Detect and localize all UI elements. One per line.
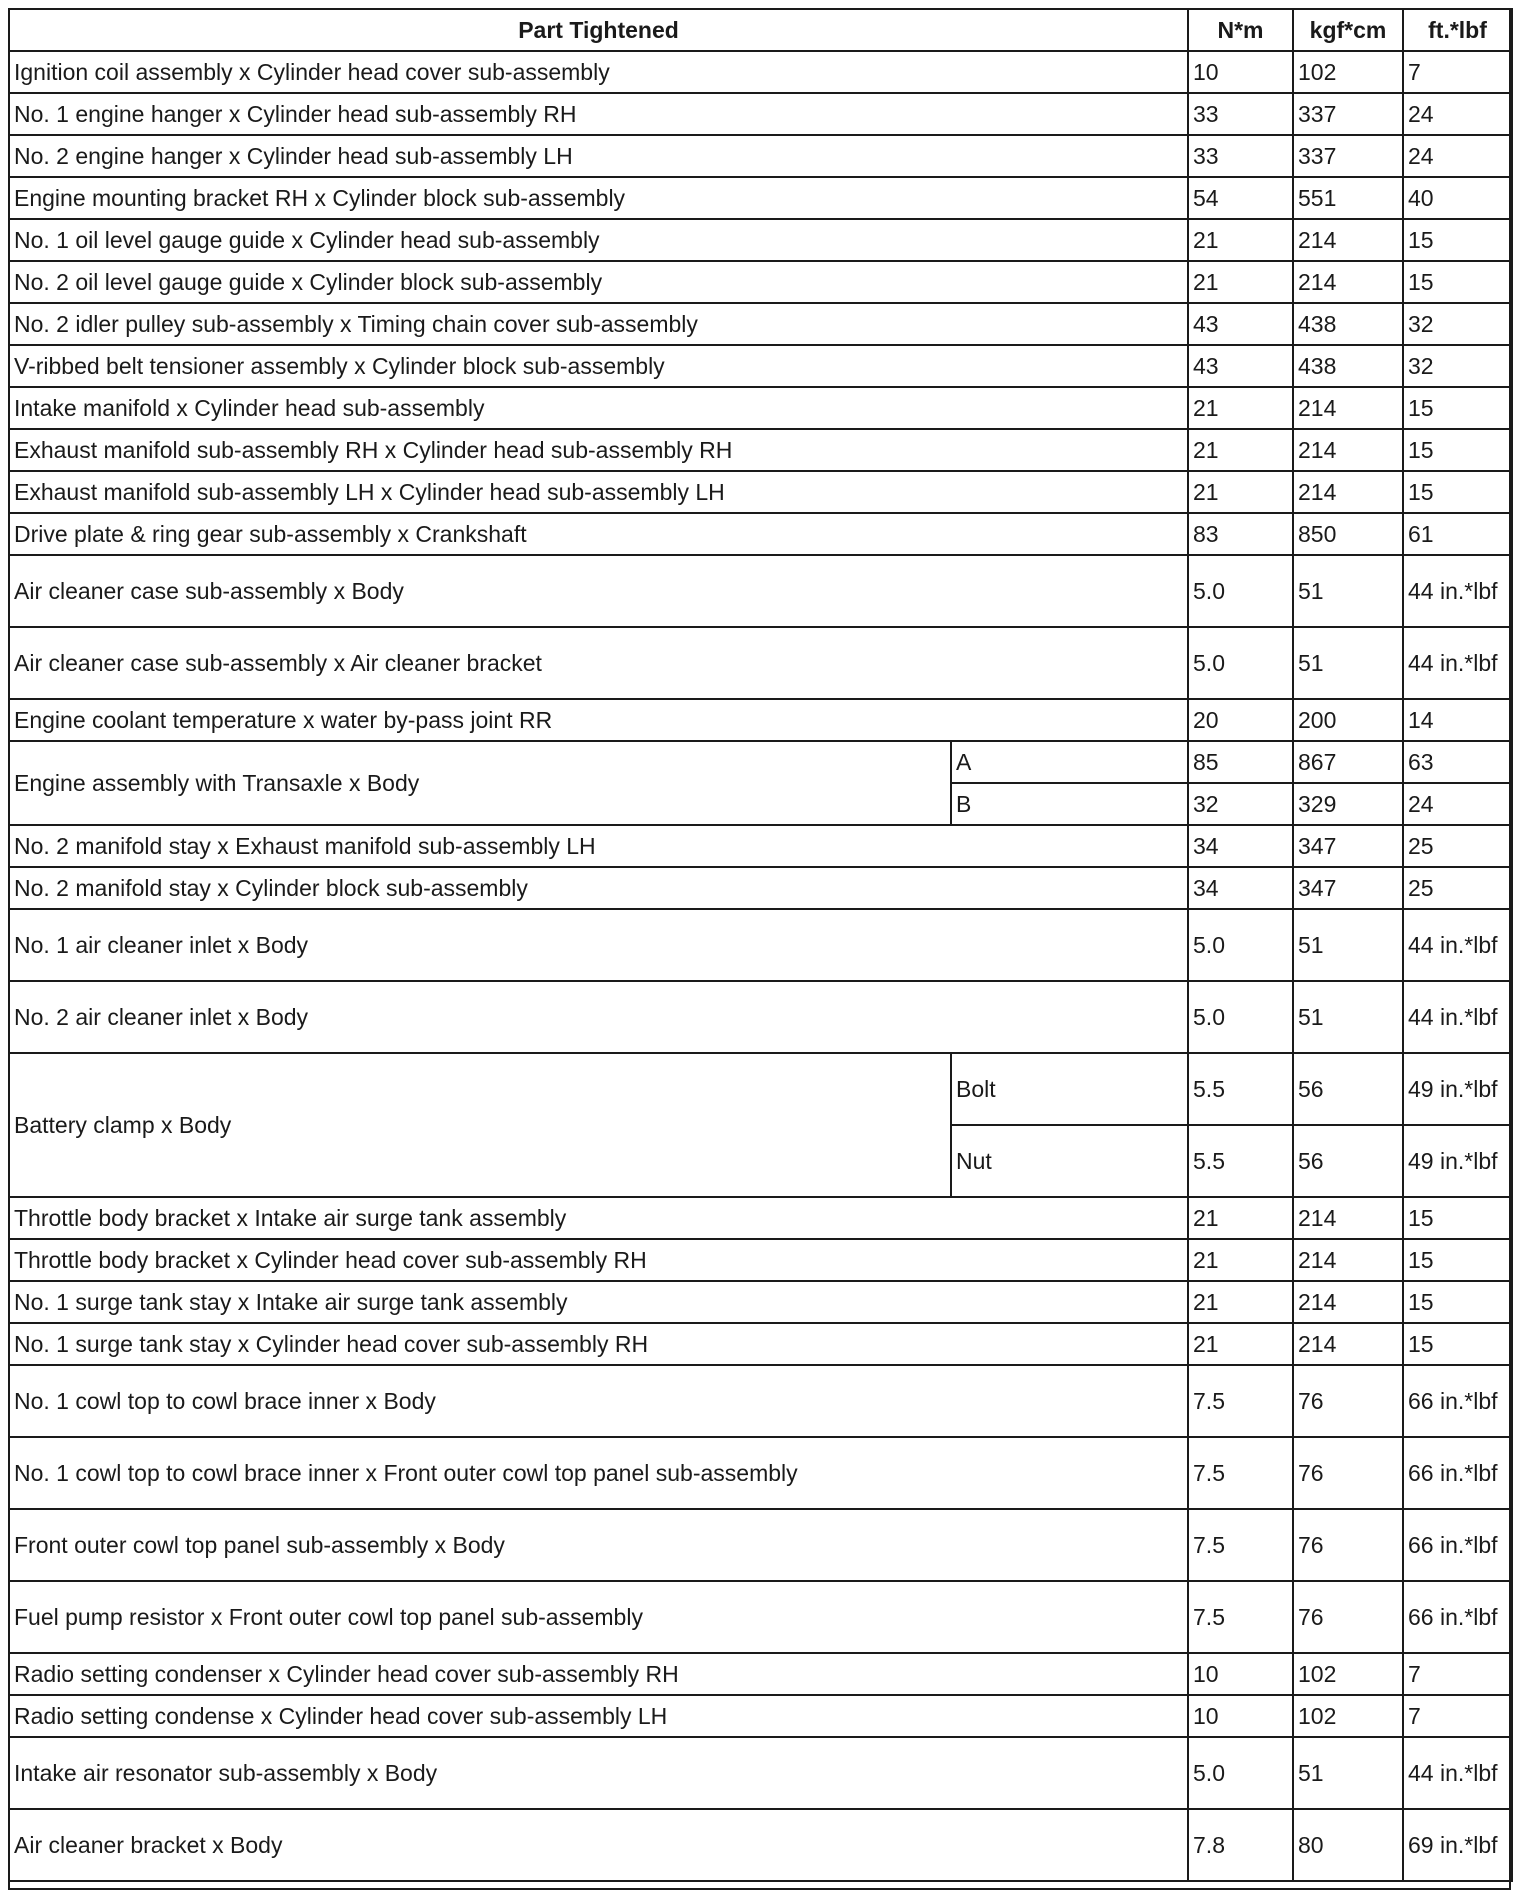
kgfcm-cell: 551 [1293, 177, 1403, 219]
ftlbf-cell: 24 [1403, 93, 1512, 135]
part-cell: Intake manifold x Cylinder head sub-assembly [9, 387, 1188, 429]
kgfcm-cell: 51 [1293, 909, 1403, 981]
ftlbf-cell: 69 in.*lbf [1403, 1809, 1512, 1881]
ftlbf-cell: 66 in.*lbf [1403, 1509, 1512, 1581]
ftlbf-cell: 49 in.*lbf [1403, 1125, 1512, 1197]
table-row [9, 981, 1512, 1053]
part-cell: No. 1 air cleaner inlet x Body [9, 909, 1188, 981]
nm-cell: 5.5 [1188, 1125, 1293, 1197]
table-row [9, 1653, 1512, 1695]
ftlbf-cell: 15 [1403, 261, 1512, 303]
kgfcm-cell: 438 [1293, 303, 1403, 345]
part-cell: No. 2 engine hanger x Cylinder head sub-assembly LH [9, 135, 1188, 177]
part-cell: No. 2 manifold stay x Exhaust manifold sub-assembly LH [9, 825, 1188, 867]
ftlbf-cell: 14 [1403, 699, 1512, 741]
nm-cell: 7.8 [1188, 1809, 1293, 1881]
header-nm: N*m [1188, 9, 1293, 51]
ftlbf-cell: 32 [1403, 303, 1512, 345]
ftlbf-cell: 32 [1403, 345, 1512, 387]
ftlbf-cell: 15 [1403, 1239, 1512, 1281]
kgfcm-cell: 329 [1293, 783, 1403, 825]
kgfcm-cell: 80 [1293, 1809, 1403, 1881]
kgfcm-cell: 214 [1293, 471, 1403, 513]
part-cell: No. 1 cowl top to cowl brace inner x Body [9, 1365, 1188, 1437]
sub-label-cell: Nut [951, 1125, 1188, 1197]
kgfcm-cell: 51 [1293, 1737, 1403, 1809]
part-cell: Engine coolant temperature x water by-pass joint RR [9, 699, 1188, 741]
nm-cell: 20 [1188, 699, 1293, 741]
table-row [9, 1581, 1512, 1653]
nm-cell: 10 [1188, 51, 1293, 93]
kgfcm-cell: 347 [1293, 867, 1403, 909]
ftlbf-cell: 49 in.*lbf [1403, 1053, 1512, 1125]
table-row [9, 219, 1512, 261]
part-cell: Throttle body bracket x Intake air surge tank assembly [9, 1197, 1188, 1239]
nm-cell: 7.5 [1188, 1581, 1293, 1653]
nm-cell: 10 [1188, 1653, 1293, 1695]
nm-cell: 32 [1188, 783, 1293, 825]
part-cell: No. 2 idler pulley sub-assembly x Timing chain cover sub-assembly [9, 303, 1188, 345]
part-cell: No. 2 air cleaner inlet x Body [9, 981, 1188, 1053]
kgfcm-cell: 347 [1293, 825, 1403, 867]
kgfcm-cell: 76 [1293, 1437, 1403, 1509]
ftlbf-cell: 7 [1403, 51, 1512, 93]
ftlbf-cell: 7 [1403, 1695, 1512, 1737]
ftlbf-cell: 66 in.*lbf [1403, 1437, 1512, 1509]
part-cell: Throttle body bracket x Cylinder head cover sub-assembly RH [9, 1239, 1188, 1281]
part-cell: No. 1 engine hanger x Cylinder head sub-assembly RH [9, 93, 1188, 135]
table-row [9, 51, 1512, 93]
ftlbf-cell: 24 [1403, 783, 1512, 825]
ftlbf-cell: 24 [1403, 135, 1512, 177]
nm-cell: 21 [1188, 387, 1293, 429]
table-row [9, 1053, 1512, 1125]
torque-specification-table [8, 8, 1513, 1882]
header-ftlbf: ft.*lbf [1403, 9, 1512, 51]
sub-label-cell: B [951, 783, 1188, 825]
nm-cell: 43 [1188, 345, 1293, 387]
table-row [9, 429, 1512, 471]
table-row [9, 1281, 1512, 1323]
kgfcm-cell: 214 [1293, 219, 1403, 261]
part-cell: No. 1 cowl top to cowl brace inner x Front outer cowl top panel sub-assembly [9, 1437, 1188, 1509]
header-row [9, 9, 1512, 51]
table-row [9, 345, 1512, 387]
part-cell: No. 2 oil level gauge guide x Cylinder block sub-assembly [9, 261, 1188, 303]
part-cell: Front outer cowl top panel sub-assembly x Body [9, 1509, 1188, 1581]
ftlbf-cell: 15 [1403, 1323, 1512, 1365]
part-cell: V-ribbed belt tensioner assembly x Cylinder block sub-assembly [9, 345, 1188, 387]
table-row [9, 261, 1512, 303]
part-cell: Engine assembly with Transaxle x Body [9, 741, 951, 825]
part-cell: Air cleaner case sub-assembly x Air cleaner bracket [9, 627, 1188, 699]
ftlbf-cell: 44 in.*lbf [1403, 909, 1512, 981]
part-cell: No. 1 oil level gauge guide x Cylinder head sub-assembly [9, 219, 1188, 261]
table-row [9, 1365, 1512, 1437]
nm-cell: 43 [1188, 303, 1293, 345]
table-row [9, 1323, 1512, 1365]
ftlbf-cell: 61 [1403, 513, 1512, 555]
kgfcm-cell: 867 [1293, 741, 1403, 783]
kgfcm-cell: 214 [1293, 1239, 1403, 1281]
table-row [9, 627, 1512, 699]
part-cell: Air cleaner bracket x Body [9, 1809, 1188, 1881]
kgfcm-cell: 56 [1293, 1053, 1403, 1125]
kgfcm-cell: 102 [1293, 51, 1403, 93]
part-cell: No. 1 surge tank stay x Intake air surge tank assembly [9, 1281, 1188, 1323]
kgfcm-cell: 214 [1293, 1197, 1403, 1239]
ftlbf-cell: 63 [1403, 741, 1512, 783]
kgfcm-cell: 214 [1293, 387, 1403, 429]
table-row [9, 699, 1512, 741]
kgfcm-cell: 200 [1293, 699, 1403, 741]
table-row [9, 1809, 1512, 1881]
nm-cell: 34 [1188, 825, 1293, 867]
nm-cell: 21 [1188, 429, 1293, 471]
table-row [9, 825, 1512, 867]
part-cell: Exhaust manifold sub-assembly LH x Cylinder head sub-assembly LH [9, 471, 1188, 513]
sub-label-cell: Bolt [951, 1053, 1188, 1125]
nm-cell: 7.5 [1188, 1365, 1293, 1437]
kgfcm-cell: 56 [1293, 1125, 1403, 1197]
nm-cell: 5.0 [1188, 627, 1293, 699]
nm-cell: 33 [1188, 135, 1293, 177]
part-cell: Air cleaner case sub-assembly x Body [9, 555, 1188, 627]
part-cell: Battery clamp x Body [9, 1053, 951, 1197]
part-cell: Exhaust manifold sub-assembly RH x Cylinder head sub-assembly RH [9, 429, 1188, 471]
nm-cell: 85 [1188, 741, 1293, 783]
nm-cell: 21 [1188, 261, 1293, 303]
kgfcm-cell: 76 [1293, 1365, 1403, 1437]
table-row [9, 93, 1512, 135]
ftlbf-cell: 15 [1403, 471, 1512, 513]
nm-cell: 83 [1188, 513, 1293, 555]
part-cell: Fuel pump resistor x Front outer cowl top panel sub-assembly [9, 1581, 1188, 1653]
nm-cell: 21 [1188, 1197, 1293, 1239]
table-row [9, 471, 1512, 513]
table-row [9, 177, 1512, 219]
nm-cell: 21 [1188, 1239, 1293, 1281]
ftlbf-cell: 15 [1403, 387, 1512, 429]
part-cell: Drive plate & ring gear sub-assembly x Crankshaft [9, 513, 1188, 555]
nm-cell: 5.0 [1188, 1737, 1293, 1809]
nm-cell: 5.5 [1188, 1053, 1293, 1125]
nm-cell: 34 [1188, 867, 1293, 909]
header-part-tightened: Part Tightened [9, 9, 1188, 51]
header-kgfcm: kgf*cm [1293, 9, 1403, 51]
part-cell: No. 2 manifold stay x Cylinder block sub-assembly [9, 867, 1188, 909]
kgfcm-cell: 214 [1293, 261, 1403, 303]
ftlbf-cell: 44 in.*lbf [1403, 1737, 1512, 1809]
table-row [9, 135, 1512, 177]
kgfcm-cell: 214 [1293, 429, 1403, 471]
kgfcm-cell: 51 [1293, 981, 1403, 1053]
table-row [9, 1695, 1512, 1737]
part-cell: Intake air resonator sub-assembly x Body [9, 1737, 1188, 1809]
kgfcm-cell: 214 [1293, 1323, 1403, 1365]
table-row [9, 1437, 1512, 1509]
nm-cell: 33 [1188, 93, 1293, 135]
kgfcm-cell: 51 [1293, 555, 1403, 627]
table-row [9, 1239, 1512, 1281]
kgfcm-cell: 337 [1293, 93, 1403, 135]
table-row [9, 555, 1512, 627]
ftlbf-cell: 40 [1403, 177, 1512, 219]
nm-cell: 5.0 [1188, 909, 1293, 981]
ftlbf-cell: 7 [1403, 1653, 1512, 1695]
ftlbf-cell: 66 in.*lbf [1403, 1365, 1512, 1437]
part-cell: No. 1 surge tank stay x Cylinder head cover sub-assembly RH [9, 1323, 1188, 1365]
table-row [9, 1737, 1512, 1809]
kgfcm-cell: 850 [1293, 513, 1403, 555]
table-row [9, 303, 1512, 345]
part-cell: Engine mounting bracket RH x Cylinder block sub-assembly [9, 177, 1188, 219]
nm-cell: 21 [1188, 219, 1293, 261]
table-row [9, 513, 1512, 555]
nm-cell: 21 [1188, 1281, 1293, 1323]
ftlbf-cell: 66 in.*lbf [1403, 1581, 1512, 1653]
ftlbf-cell: 25 [1403, 867, 1512, 909]
ftlbf-cell: 15 [1403, 1281, 1512, 1323]
table-row [9, 909, 1512, 981]
table-body [9, 51, 1512, 1881]
nm-cell: 7.5 [1188, 1437, 1293, 1509]
table-row [9, 1197, 1512, 1239]
table-row [9, 741, 1512, 783]
nm-cell: 5.0 [1188, 555, 1293, 627]
kgfcm-cell: 102 [1293, 1653, 1403, 1695]
table-row [9, 387, 1512, 429]
part-cell: Radio setting condense x Cylinder head cover sub-assembly LH [9, 1695, 1188, 1737]
table-row [9, 867, 1512, 909]
ftlbf-cell: 25 [1403, 825, 1512, 867]
nm-cell: 5.0 [1188, 981, 1293, 1053]
table-row [9, 1509, 1512, 1581]
kgfcm-cell: 214 [1293, 1281, 1403, 1323]
ftlbf-cell: 44 in.*lbf [1403, 981, 1512, 1053]
ftlbf-cell: 44 in.*lbf [1403, 555, 1512, 627]
part-cell: Radio setting condenser x Cylinder head cover sub-assembly RH [9, 1653, 1188, 1695]
sub-label-cell: A [951, 741, 1188, 783]
ftlbf-cell: 44 in.*lbf [1403, 627, 1512, 699]
nm-cell: 10 [1188, 1695, 1293, 1737]
kgfcm-cell: 76 [1293, 1509, 1403, 1581]
kgfcm-cell: 51 [1293, 627, 1403, 699]
ftlbf-cell: 15 [1403, 219, 1512, 261]
ftlbf-cell: 15 [1403, 429, 1512, 471]
nm-cell: 21 [1188, 471, 1293, 513]
kgfcm-cell: 102 [1293, 1695, 1403, 1737]
part-cell: Ignition coil assembly x Cylinder head cover sub-assembly [9, 51, 1188, 93]
ftlbf-cell: 15 [1403, 1197, 1512, 1239]
kgfcm-cell: 337 [1293, 135, 1403, 177]
nm-cell: 54 [1188, 177, 1293, 219]
kgfcm-cell: 76 [1293, 1581, 1403, 1653]
nm-cell: 7.5 [1188, 1509, 1293, 1581]
kgfcm-cell: 438 [1293, 345, 1403, 387]
nm-cell: 21 [1188, 1323, 1293, 1365]
